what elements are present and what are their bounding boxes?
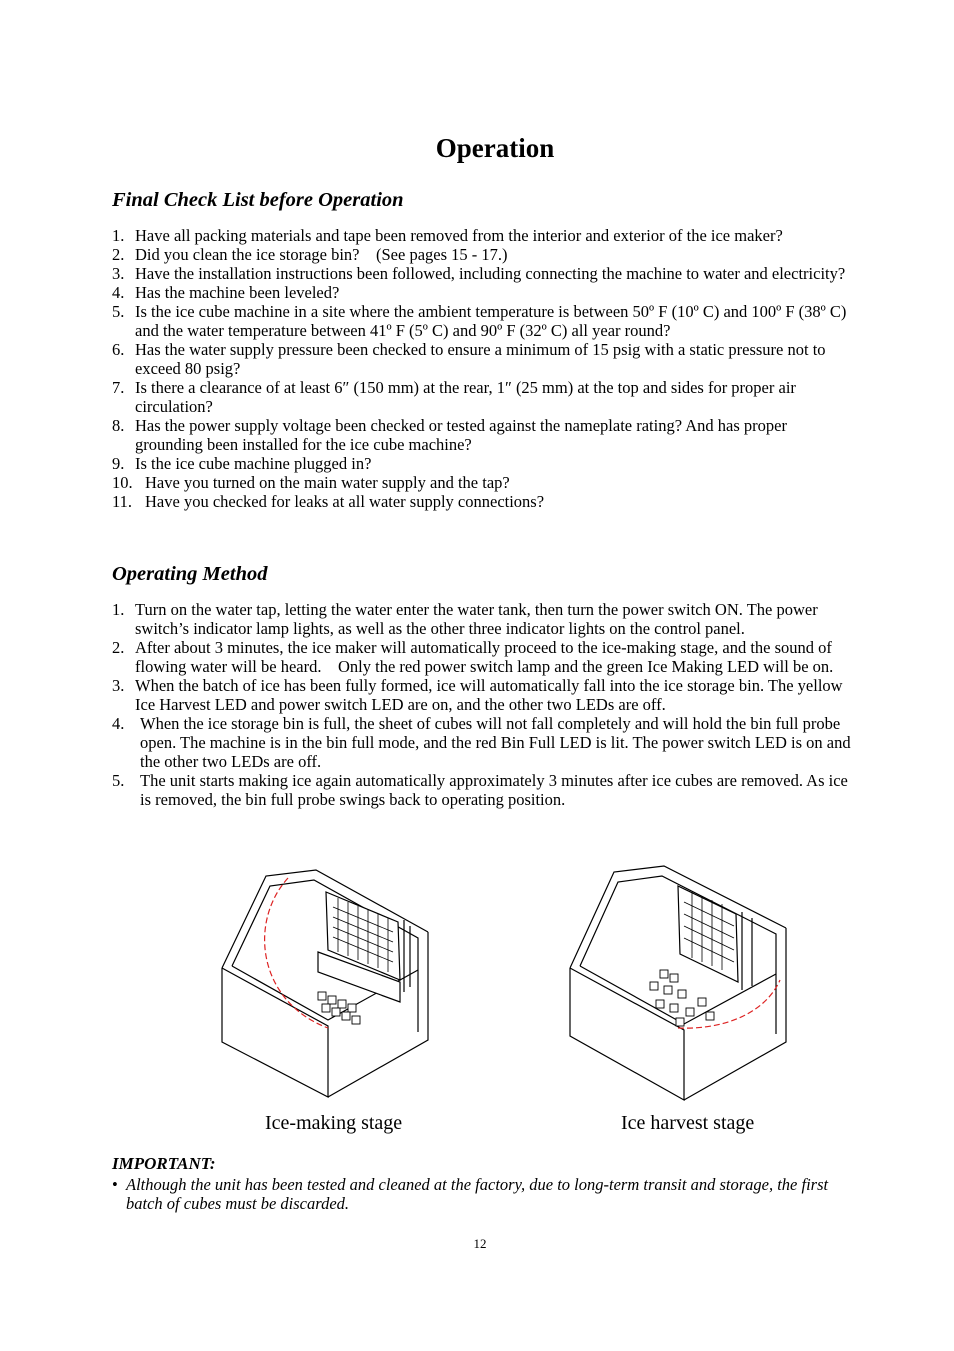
method-item: 3. When the batch of ice has been fully formed, ice will automatically fall into the ice storage bin. The yellow Ice Harvest LED and power switch LED are on, and the other two LEDs are off. <box>112 676 843 714</box>
checklist-item: 2. Did you clean the ice storage bin? (See pages 15 - 17.) <box>112 245 508 264</box>
checklist-item: 10. Have you turned on the main water supply and the tap? <box>112 473 510 492</box>
method-item: 1. Turn on the water tap, letting the water enter the water tank, then turn the power switch ON. The power switch’s indicator lamp lights, as well as the other three indicator lights on the control panel. <box>112 600 818 638</box>
important-note: • Although the unit has been tested and cleaned at the factory, due to long-term transit and storage, the first batch of cubes must be discarded. <box>112 1175 829 1213</box>
method-item: 2. After about 3 minutes, the ice maker will automatically proceed to the ice-making stage, and the sound of flowing water will be heard. Only the red power switch lamp and the green Ice Making LED will be on. <box>112 638 837 676</box>
checklist-item: 1. Have all packing materials and tape been removed from the interior and exterior of the ice maker? <box>112 226 783 245</box>
page-title: Operation <box>435 133 555 163</box>
method-item: 5. The unit starts making ice again automatically approximately 3 minutes after ice cubes are removed. As ice is removed, the bin full probe swings back to operating position. <box>112 771 848 809</box>
ice-making-caption: Ice-making stage <box>265 1112 403 1134</box>
method-list <box>112 600 852 809</box>
checklist-item: 7. Is there a clearance of at least 6″ (150 mm) at the rear, 1″ (25 mm) at the top and sides for proper air circulation? <box>112 378 796 416</box>
checklist-item: 3. Have the installation instructions been followed, including connecting the machine to water and electricity? <box>112 264 846 283</box>
checklist-item: 5. Is the ice cube machine in a site where the ambient temperature is between 50º F (10º C) and 100º F (38º C) and the water temperature between 41º F (5º C) and 90º F (32º C) all year round? <box>112 302 847 340</box>
checklist-item: 4. Has the machine been leveled? <box>112 283 340 302</box>
important-heading: IMPORTANT: <box>112 1154 216 1173</box>
page-number: 12 <box>473 1236 487 1251</box>
checklist-item: 9. Is the ice cube machine plugged in? <box>112 454 372 473</box>
method-item: 4. When the ice storage bin is full, the sheet of cubes will not fall completely and will hold the bin full probe open. The machine is in the bin full mode, and the red Bin Full LED is lit. The power switch LED is on and the other two LEDs are off. <box>112 714 851 771</box>
ice-harvest-caption: Ice harvest stage <box>621 1112 755 1134</box>
checklist <box>112 226 852 511</box>
method-heading: Operating Method <box>112 563 268 585</box>
ice-harvest-stage-figure <box>566 862 791 1102</box>
checklist-heading: Final Check List before Operation <box>112 189 404 211</box>
ice-making-stage-figure <box>218 862 433 1102</box>
checklist-item: 8. Has the power supply voltage been checked or tested against the nameplate rating? And has proper grounding been installed for the ice cube machine? <box>112 416 787 454</box>
checklist-item: 6. Has the water supply pressure been checked to ensure a minimum of 15 psig with a static pressure not to exceed 80 psig? <box>112 340 826 378</box>
checklist-item: 11. Have you checked for leaks at all water supply connections? <box>112 492 545 511</box>
